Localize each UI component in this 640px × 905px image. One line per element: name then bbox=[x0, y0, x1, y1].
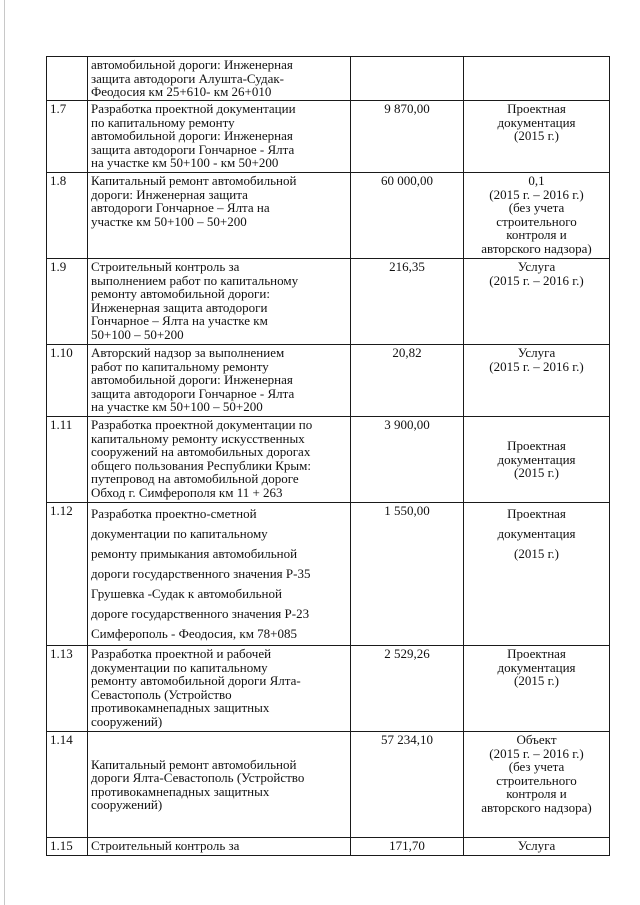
row-description: Авторский надзор за выполнением работ по капитальному ремонту автомобильной дороги: Инженерная защита автодороги Гончарное - Ялта на участке км 50+100 – 50+200 bbox=[88, 345, 351, 417]
table-row bbox=[47, 173, 610, 259]
row-description: Разработка проектной и рабочей документации по капитальному ремонту автомобильной дороги Ялта- Севастополь (Устройство противокамнепадных защитных сооружений) bbox=[88, 646, 351, 732]
row-number: 1.10 bbox=[47, 345, 88, 417]
table-row bbox=[47, 838, 610, 856]
row-cost: 3 900,00 bbox=[351, 417, 464, 503]
row-cost: 57 234,10 bbox=[351, 732, 464, 838]
row-number: 1.7 bbox=[47, 101, 88, 173]
row-description: Разработка проектно-сметной документации по капитальному ремонту примыкания автомобильной дороги государственного значения Р-35 Грушевка -Судак к автомобильной дороге государственного значения Р-23 Симферополь - Феодосия, км 78+085 bbox=[88, 503, 351, 646]
row-result: Объект (2015 г. – 2016 г.) (без учета строительного контроля и авторского надзора) bbox=[464, 732, 610, 838]
row-result: Услуга bbox=[464, 838, 610, 856]
works-table bbox=[46, 56, 610, 856]
row-description: Разработка проектной документации по капитальному ремонту автомобильной дороги: Инженерная защита автодороги Гончарное - Ялта на участке км 50+100 - км 50+200 bbox=[88, 101, 351, 173]
row-description: Капитальный ремонт автомобильной дороги Ялта-Севастополь (Устройство противокамнепадных защитных сооружений) bbox=[88, 732, 351, 838]
row-number bbox=[47, 57, 88, 101]
row-cost bbox=[351, 57, 464, 101]
row-number: 1.15 bbox=[47, 838, 88, 856]
row-result: Проектная документация (2015 г.) bbox=[464, 646, 610, 732]
row-cost: 1 550,00 bbox=[351, 503, 464, 646]
row-cost: 20,82 bbox=[351, 345, 464, 417]
row-cost: 216,35 bbox=[351, 259, 464, 345]
row-result: Услуга (2015 г. – 2016 г.) bbox=[464, 259, 610, 345]
row-number: 1.13 bbox=[47, 646, 88, 732]
table-row bbox=[47, 259, 610, 345]
row-number: 1.12 bbox=[47, 503, 88, 646]
row-cost: 171,70 bbox=[351, 838, 464, 856]
table-row bbox=[47, 57, 610, 101]
row-description: Строительный контроль за bbox=[88, 838, 351, 856]
row-number: 1.9 bbox=[47, 259, 88, 345]
row-cost: 9 870,00 bbox=[351, 101, 464, 173]
row-result: Проектная документация (2015 г.) bbox=[464, 417, 610, 503]
row-cost: 2 529,26 bbox=[351, 646, 464, 732]
row-description: Строительный контроль за выполнением работ по капитальному ремонту автомобильной дороги: Инженерная защита автодороги Гончарное – Ялта на участке км 50+100 – 50+200 bbox=[88, 259, 351, 345]
row-number: 1.14 bbox=[47, 732, 88, 838]
table-row bbox=[47, 417, 610, 503]
table-row bbox=[47, 101, 610, 173]
page-edge bbox=[4, 0, 5, 905]
row-result: 0,1 (2015 г. – 2016 г.) (без учета строительного контроля и авторского надзора) bbox=[464, 173, 610, 259]
row-number: 1.11 bbox=[47, 417, 88, 503]
row-result: Проектная документация (2015 г.) bbox=[464, 503, 610, 646]
row-number: 1.8 bbox=[47, 173, 88, 259]
row-result: Услуга (2015 г. – 2016 г.) bbox=[464, 345, 610, 417]
row-description: Капитальный ремонт автомобильной дороги: Инженерная защита автодороги Гончарное – Ялта на участке км 50+100 – 50+200 bbox=[88, 173, 351, 259]
table-row bbox=[47, 503, 610, 646]
table-row bbox=[47, 345, 610, 417]
row-description: Разработка проектной документации по капитальному ремонту искусственных сооружений на автомобильных дорогах общего пользования Республики Крым: путепровод на автомобильной дороге Обход г. Симферополя км 11 + 263 bbox=[88, 417, 351, 503]
row-cost: 60 000,00 bbox=[351, 173, 464, 259]
table-row bbox=[47, 732, 610, 838]
table-row bbox=[47, 646, 610, 732]
row-result bbox=[464, 57, 610, 101]
row-description: автомобильной дороги: Инженерная защита автодороги Алушта-Судак- Феодосия км 25+610- км 26+010 bbox=[88, 57, 351, 101]
row-result: Проектная документация (2015 г.) bbox=[464, 101, 610, 173]
